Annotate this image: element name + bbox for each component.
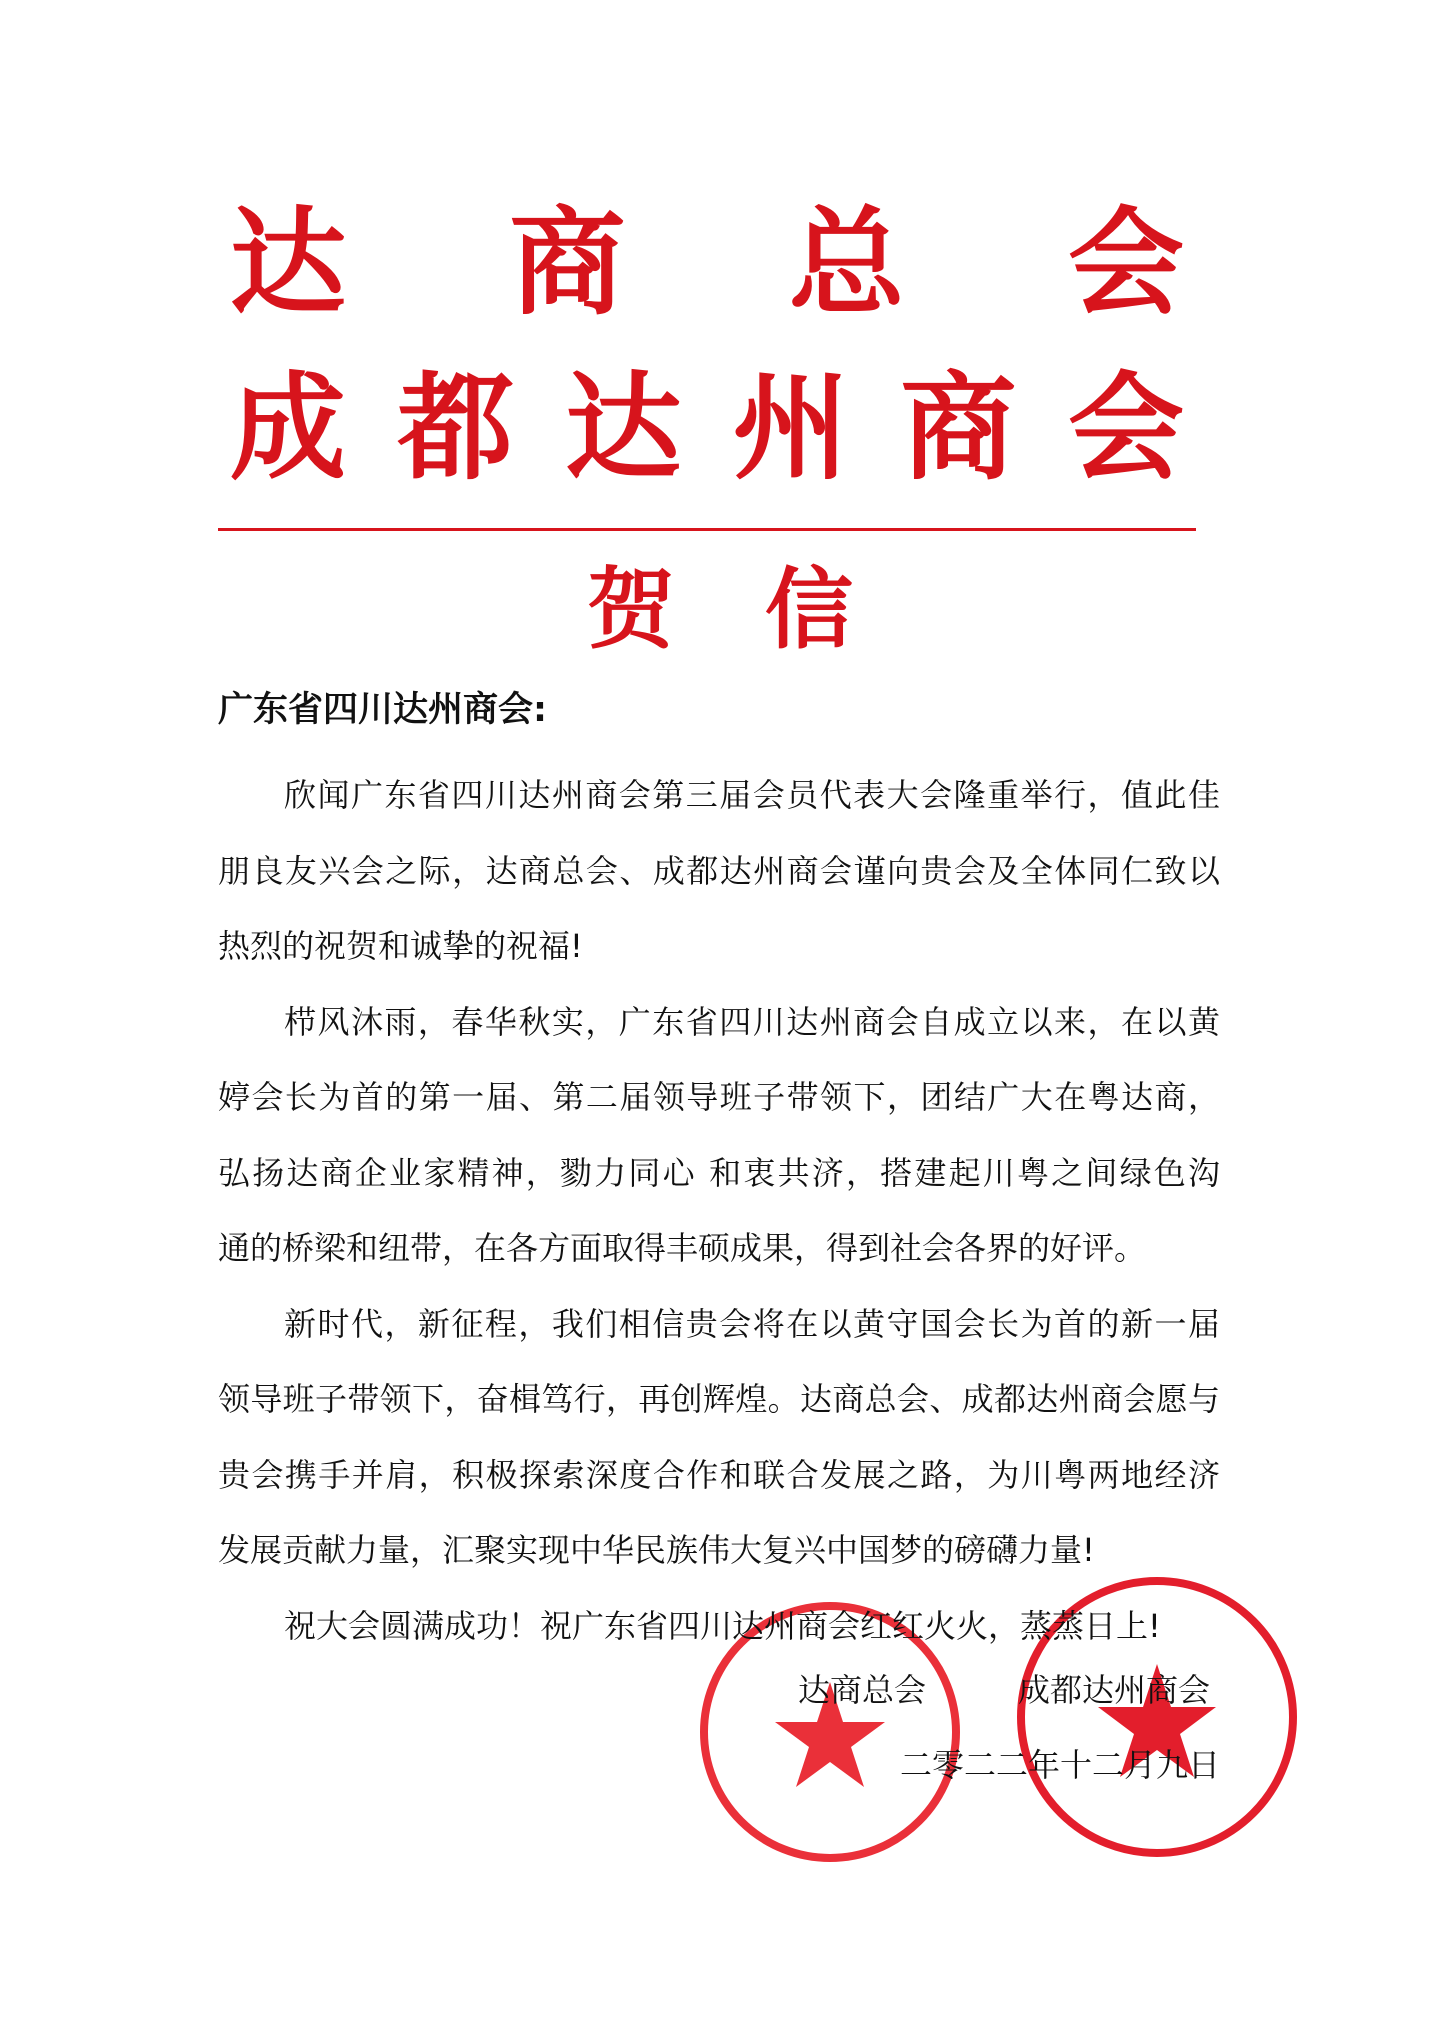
body-line: 热烈的祝贺和诚挚的祝福!: [218, 927, 583, 965]
body-line: 贵会携手并肩，积极探索深度合作和联合发展之路，为川粤两地经济: [218, 1455, 1220, 1494]
header-char: 达: [565, 360, 682, 496]
header-line-1: [218, 195, 1196, 331]
title-char: 贺: [586, 557, 675, 661]
body-line: 通的桥梁和纽带，在各方面取得丰硕成果，得到社会各界的好评。: [218, 1229, 1147, 1267]
letter-title: [0, 557, 1440, 661]
signature-org-2: 成都达州商会: [1018, 1671, 1211, 1709]
header-char: 州: [732, 360, 849, 496]
signature-org-1: 达商总会: [798, 1671, 927, 1709]
header-char: 会: [1067, 360, 1184, 496]
body-line: 朋良友兴会之际，达商总会、成都达州商会谨向贵会及全体同仁致以: [218, 851, 1220, 890]
body-line: 领导班子带领下，奋楫笃行，再创辉煌。达商总会、成都达州商会愿与: [218, 1380, 1220, 1418]
header-char: 会: [1067, 195, 1184, 331]
body-line: 婷会长为首的第一届、第二届领导班子带领下，团结广大在粤达商，: [218, 1078, 1220, 1116]
header-char: 总: [788, 195, 905, 331]
signature-date: 二零二二年十二月九日: [899, 1746, 1220, 1784]
title-char: 信: [765, 557, 854, 661]
header-char: 商: [509, 195, 626, 331]
header-divider: [218, 528, 1196, 531]
salutation: 广东省四川达州商会:: [218, 690, 547, 730]
body-line: 发展贡献力量，汇聚实现中华民族伟大复兴中国梦的磅礴力量!: [218, 1531, 1095, 1569]
header-char: 商: [900, 360, 1017, 496]
letter-body: [218, 758, 1220, 1664]
body-line: 新时代，新征程，我们相信贵会将在以黄守国会长为首的新一届: [284, 1304, 1220, 1343]
body-line: 祝大会圆满成功！祝广东省四川达州商会红红火火，蒸蒸日上!: [284, 1606, 1161, 1645]
header-line-2: [218, 360, 1196, 496]
body-line: 栉风沐雨，春华秋实，广东省四川达州商会自成立以来，在以黄: [284, 1002, 1220, 1041]
header-char: 成: [230, 360, 346, 496]
body-line: 弘扬达商企业家精神，勠力同心 和衷共济，搭建起川粤之间绿色沟: [218, 1153, 1220, 1192]
body-line: 欣闻广东省四川达州商会第三届会员代表大会隆重举行，值此佳: [284, 776, 1220, 814]
header-char: 都: [397, 360, 514, 496]
header-char: 达: [230, 195, 346, 331]
